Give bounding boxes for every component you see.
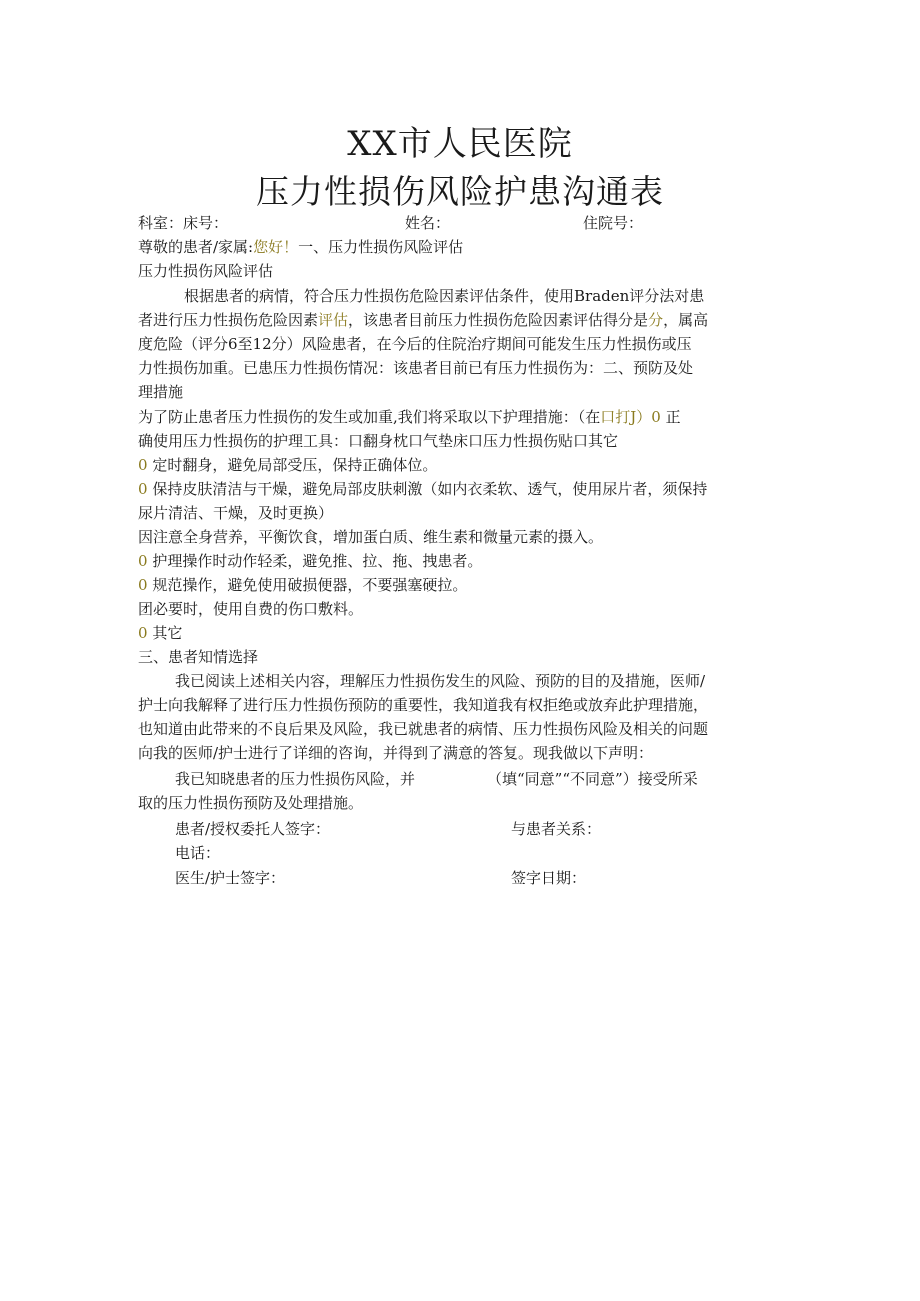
phone-label: 电话：: [175, 844, 221, 862]
admission-no-field: 住院号：: [583, 214, 644, 232]
sign-date-label: 签字日期：: [511, 869, 587, 887]
measure-item: [138, 573, 788, 597]
assessment-line-4: 力性损伤加重。已患压力性损伤情况：该患者目前已有压力性损伤为：二、预防及处: [138, 359, 694, 377]
assessment-line-2c: ，该患者目前压力性损伤危险因素评估得分是: [348, 311, 649, 329]
consent-line-1: 我已阅读上述相关内容，理解压力性损伤发生的风险、预防的目的及措施，医师/: [175, 672, 706, 690]
greeting-line: [138, 235, 788, 259]
greeting-lead: 尊敬的患者/家属:: [138, 238, 254, 256]
measures-intro-c: 正: [665, 408, 681, 426]
declaration-line-1a: 我已知晓患者的压力性损伤风险，并: [175, 770, 416, 788]
assessment-line-3: 度危险（评分6至12分）风险患者，在今后的住院治疗期间可能发生压力性损伤或压: [138, 335, 692, 353]
measures-intro-a: 为了防止患者压力性损伤的发生或加重,我们将采取以下护理措施：（在: [138, 408, 601, 426]
measure-item: [138, 453, 788, 477]
measure-text: 规范操作，避免使用破损便器，不要强塞硬拉。: [152, 576, 468, 594]
form-title: 压力性损伤风险护患沟通表: [256, 172, 664, 211]
assessment-line-2a: 者进行压力性损伤危险因素: [138, 311, 319, 329]
consent-line-4: 向我的医师/护士进行了详细的咨询，并得到了满意的答复。现我做以下声明：: [138, 744, 654, 762]
declaration-line-2: 取的压力性损伤预防及处理措施。: [138, 794, 364, 812]
measure-item: [138, 621, 788, 645]
relation-label: 与患者关系：: [511, 820, 602, 838]
measure-mark: 0: [138, 456, 148, 474]
assessment-line-1: 根据患者的病情，符合压力性损伤危险因素评估条件，使用Braden评分法对患: [184, 287, 705, 305]
measure-mark: 0: [138, 576, 148, 594]
measures-tools: 确使用压力性损伤的护理工具：口翻身枕口气垫床口压力性损伤贴口其它: [138, 432, 619, 450]
consent-line-3: 也知道由此带来的不良后果及风险，我已就患者的病情、压力性损伤风险及相关的问题: [138, 720, 709, 738]
assessment-line-5: 理措施: [138, 383, 184, 401]
measure-mark: 0: [138, 552, 148, 570]
measure-mark: 0: [138, 624, 148, 642]
hospital-name: XX市人民医院: [347, 124, 573, 164]
measure-text: 团必要时，使用自费的伤口敷料。: [138, 600, 364, 618]
dept-bed-field: 科室：床号：: [138, 214, 229, 232]
consent-line-2: 护士向我解释了进行压力性损伤预防的重要性，我知道我有权拒绝或放弃此护理措施，: [138, 696, 709, 714]
measure-item: [138, 501, 788, 525]
assessment-line-2b: 评估: [318, 311, 349, 329]
measure-item: [138, 525, 788, 549]
measure-item: [138, 549, 788, 573]
declaration-line-1: [175, 767, 825, 791]
measures-intro: [138, 405, 788, 429]
measure-text: 定时翻身，避免局部受压，保持正确体位。: [152, 456, 438, 474]
name-field: 姓名：: [405, 214, 451, 232]
measure-text: 尿片清洁、干燥，及时更换）: [138, 504, 334, 522]
greeting-hello: 您好！: [253, 238, 299, 256]
measure-text: 护理操作时动作轻柔，避免推、拉、拖、拽患者。: [152, 552, 483, 570]
section1-subtitle: 压力性损伤风险评估: [138, 262, 274, 280]
measure-mark: 0: [138, 480, 148, 498]
measure-text: 因注意全身营养，平衡饮食，增加蛋白质、维生素和微量元素的摄入。: [138, 528, 604, 546]
doctor-signature-label: 医生/护士签字：: [175, 869, 286, 887]
section3-title: 三、患者知情选择: [138, 648, 259, 666]
section1-heading: 一、压力性损伤风险评估: [298, 238, 464, 256]
assessment-line-2: [138, 308, 788, 332]
measure-item: [138, 477, 788, 501]
measure-text: 其它: [152, 624, 183, 642]
patient-signature-label: 患者/授权委托人签字：: [175, 820, 331, 838]
assessment-line-2e: ，属高: [663, 311, 709, 329]
measures-intro-b: 口打J）0: [600, 408, 661, 426]
measure-item: [138, 597, 788, 621]
measure-text: 保持皮肤清洁与干燥，避免局部皮肤刺激（如内衣柔软、透气，使用尿片者，须保持: [152, 480, 708, 498]
declaration-line-1b: （填“同意”“不同意”）接受所采: [487, 770, 698, 788]
assessment-line-2d: 分: [648, 311, 664, 329]
